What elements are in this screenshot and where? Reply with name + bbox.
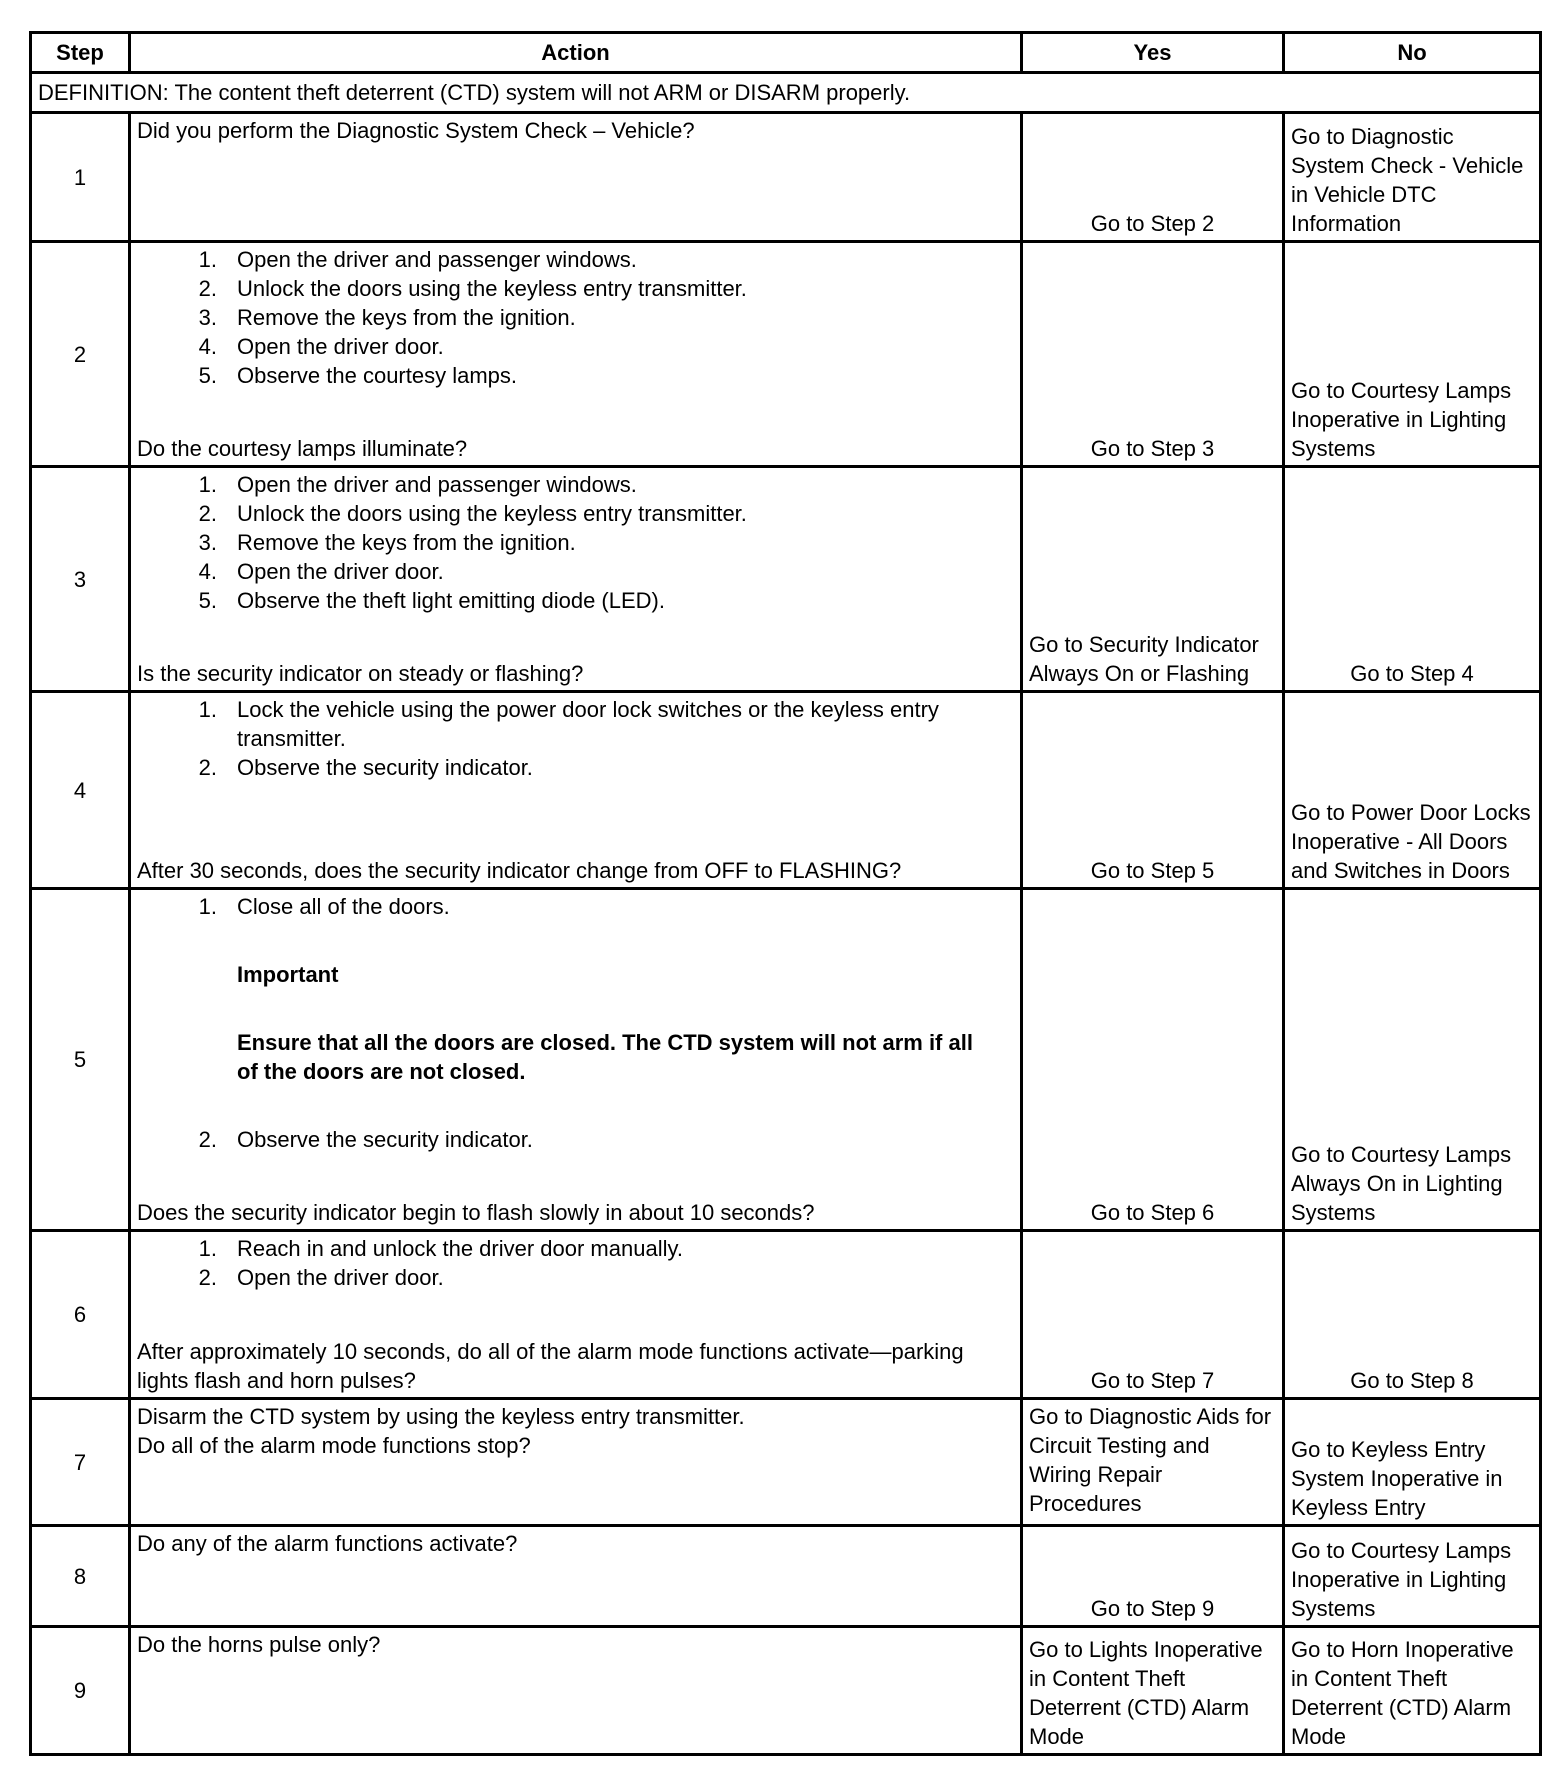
action-cell (130, 113, 1022, 242)
no-cell: Go to Diagnostic System Check - Vehicle in Vehicle DTC Information (1284, 113, 1541, 242)
list-item: 1. Close all of the doors. (198, 894, 450, 919)
no-cell: Go to Courtesy Lamps Inoperative in Lighting Systems (1284, 242, 1541, 467)
list-item: 5. Observe the theft light emitting diode (LED). (198, 588, 665, 613)
table-row (31, 1627, 1541, 1755)
action-cell (130, 692, 1022, 889)
no-cell: Go to Power Door Locks Inoperative - All Doors and Switches in Doors (1284, 692, 1541, 889)
table-row (31, 1526, 1541, 1627)
diagnostic-table-wrapper (29, 31, 1542, 1756)
diagnostic-table (29, 31, 1542, 1756)
header-yes: Yes (1022, 33, 1284, 73)
no-cell: Go to Step 8 (1284, 1231, 1541, 1399)
step-number: 8 (31, 1526, 130, 1627)
list-item: 3. Remove the keys from the ignition. (198, 305, 576, 330)
definition-row (31, 73, 1541, 113)
yes-cell: Go to Lights Inoperative in Content Theft Deterrent (CTD) Alarm Mode (1022, 1627, 1284, 1755)
step-number: 4 (31, 692, 130, 889)
action-steps (137, 1234, 1014, 1292)
table-row (31, 692, 1541, 889)
list-item: 1. Lock the vehicle using the power door lock switches or the keyless entry transmitter. (198, 697, 939, 751)
action-line: Disarm the CTD system by using the keyless entry transmitter. (137, 1404, 745, 1429)
list-item: 4. Open the driver door. (198, 559, 444, 584)
action-question: Did you perform the Diagnostic System Check – Vehicle? (137, 118, 695, 143)
action-cell (130, 1231, 1022, 1399)
action-steps (137, 892, 1014, 921)
list-item: 1. Reach in and unlock the driver door manually. (198, 1236, 683, 1261)
list-item: 2. Unlock the doors using the keyless entry transmitter. (198, 276, 747, 301)
list-item: 3. Remove the keys from the ignition. (198, 530, 576, 555)
list-item: 1. Open the driver and passenger windows. (198, 472, 637, 497)
yes-cell: Go to Security Indicator Always On or Flashing (1022, 467, 1284, 692)
yes-cell: Go to Step 6 (1022, 889, 1284, 1231)
table-row (31, 242, 1541, 467)
action-cell (130, 1399, 1022, 1526)
action-question: Do the courtesy lamps illuminate? (137, 436, 468, 461)
yes-cell: Go to Step 3 (1022, 242, 1284, 467)
action-steps (137, 245, 1014, 390)
yes-cell: Go to Step 7 (1022, 1231, 1284, 1399)
action-steps (137, 695, 1014, 782)
step-number: 1 (31, 113, 130, 242)
list-item: 4. Open the driver door. (198, 334, 444, 359)
yes-cell: Go to Step 5 (1022, 692, 1284, 889)
yes-cell: Go to Diagnostic Aids for Circuit Testing and Wiring Repair Procedures (1022, 1399, 1284, 1526)
action-cell (130, 889, 1022, 1231)
list-item: 5. Observe the courtesy lamps. (198, 363, 518, 388)
step-number: 6 (31, 1231, 130, 1399)
action-cell (130, 242, 1022, 467)
table-row (31, 1399, 1541, 1526)
action-question: Do all of the alarm mode functions stop? (137, 1433, 531, 1458)
yes-cell: Go to Step 2 (1022, 113, 1284, 242)
header-action: Action (130, 33, 1022, 73)
table-row (31, 1231, 1541, 1399)
no-cell: Go to Courtesy Lamps Inoperative in Lighting Systems (1284, 1526, 1541, 1627)
action-cell (130, 1627, 1022, 1755)
table-row (31, 467, 1541, 692)
action-question: After 30 seconds, does the security indicator change from OFF to FLASHING? (137, 858, 902, 883)
table-row (31, 113, 1541, 242)
important-label: Important (237, 962, 339, 987)
header-no: No (1284, 33, 1541, 73)
yes-cell: Go to Step 9 (1022, 1526, 1284, 1627)
action-question: Do the horns pulse only? (137, 1632, 381, 1657)
action-question: Does the security indicator begin to flash slowly in about 10 seconds? (137, 1200, 815, 1225)
action-question: Is the security indicator on steady or flashing? (137, 661, 584, 686)
list-item: 2. Observe the security indicator. (198, 755, 533, 780)
step-number: 9 (31, 1627, 130, 1755)
list-item: 2. Unlock the doors using the keyless entry transmitter. (198, 501, 747, 526)
action-cell (130, 1526, 1022, 1627)
step-number: 7 (31, 1399, 130, 1526)
important-text: Ensure that all the doors are closed. The CTD system will not arm if all of the doors are not closed. (237, 1030, 973, 1084)
action-question: Do any of the alarm functions activate? (137, 1531, 518, 1556)
action-cell (130, 467, 1022, 692)
table-row (31, 889, 1541, 1231)
no-cell: Go to Step 4 (1284, 467, 1541, 692)
list-item: 2. Observe the security indicator. (198, 1127, 533, 1152)
action-steps (137, 470, 1014, 615)
no-cell: Go to Courtesy Lamps Always On in Lighting Systems (1284, 889, 1541, 1231)
action-question: After approximately 10 seconds, do all of the alarm mode functions activate—parking lights flash and horn pulses? (137, 1339, 964, 1393)
no-cell: Go to Horn Inoperative in Content Theft Deterrent (CTD) Alarm Mode (1284, 1627, 1541, 1755)
no-cell: Go to Keyless Entry System Inoperative in Keyless Entry (1284, 1399, 1541, 1526)
definition-text: DEFINITION: The content theft deterrent (CTD) system will not ARM or DISARM properly. (31, 73, 1541, 113)
list-item: 1. Open the driver and passenger windows. (198, 247, 637, 272)
header-step: Step (31, 33, 130, 73)
step-number: 5 (31, 889, 130, 1231)
list-item: 2. Open the driver door. (198, 1265, 444, 1290)
action-steps (137, 1125, 1014, 1154)
header-row (31, 33, 1541, 73)
step-number: 2 (31, 242, 130, 467)
step-number: 3 (31, 467, 130, 692)
